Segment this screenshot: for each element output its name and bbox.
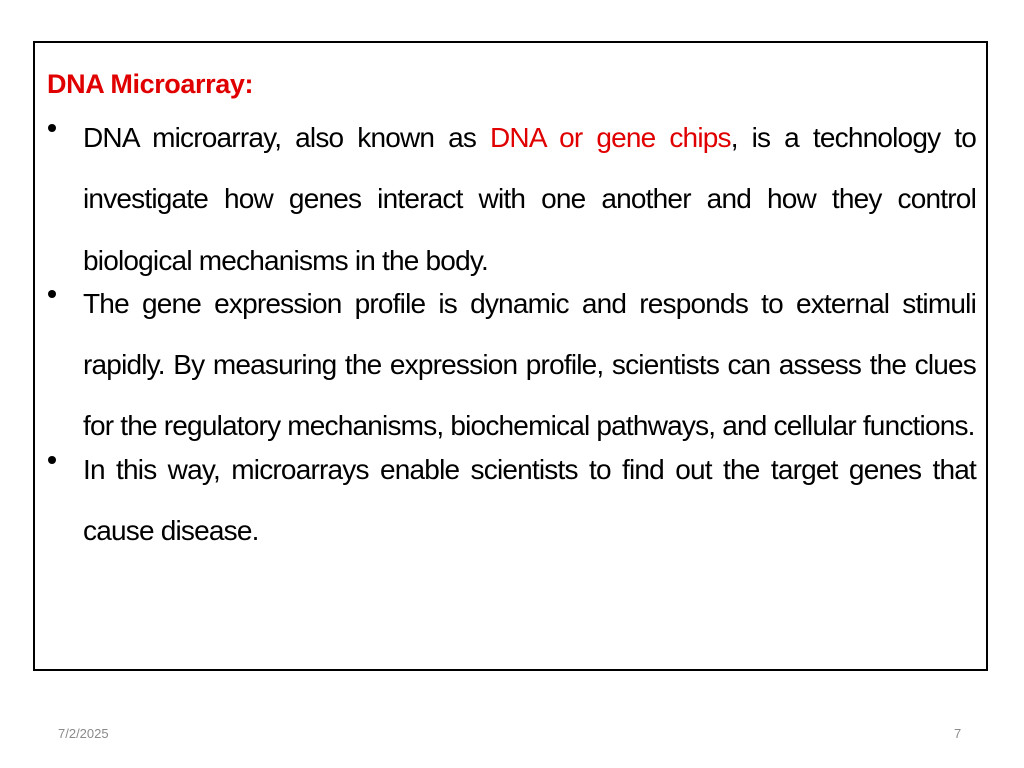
bullet-text: In this way, microarrays enable scientists to find out the target genes that cause disease. bbox=[83, 453, 976, 547]
footer-date: 7/2/2025 bbox=[58, 726, 109, 741]
bullet-item-target-genes bbox=[35, 439, 986, 562]
bullet-text-part: , is a technology to investigate how genes interact with one another and how they control biological mechanisms in the body. bbox=[83, 122, 976, 276]
bullet-text: The gene expression profile is dynamic and responds to external stimuli rapidly. By measuring the expression profile, scientists can assess the clues for the regulatory mechanisms, biochemical pathways, and cellular functions. bbox=[83, 287, 976, 442]
bullet-dot-icon bbox=[48, 290, 56, 298]
bullet-list bbox=[35, 122, 986, 561]
bullet-dot-icon bbox=[48, 124, 56, 132]
highlighted-term: DNA or gene chips bbox=[490, 122, 731, 153]
slide-title: DNA Microarray: bbox=[47, 69, 254, 99]
bullet-text bbox=[83, 107, 976, 291]
content-box bbox=[33, 41, 988, 671]
bullet-text-part: DNA microarray, also known as bbox=[83, 122, 491, 153]
bullet-item-expression-profile bbox=[35, 273, 986, 457]
bullet-dot-icon bbox=[48, 456, 56, 464]
bullet-item-definition bbox=[35, 107, 986, 291]
footer-page-number: 7 bbox=[954, 726, 962, 741]
